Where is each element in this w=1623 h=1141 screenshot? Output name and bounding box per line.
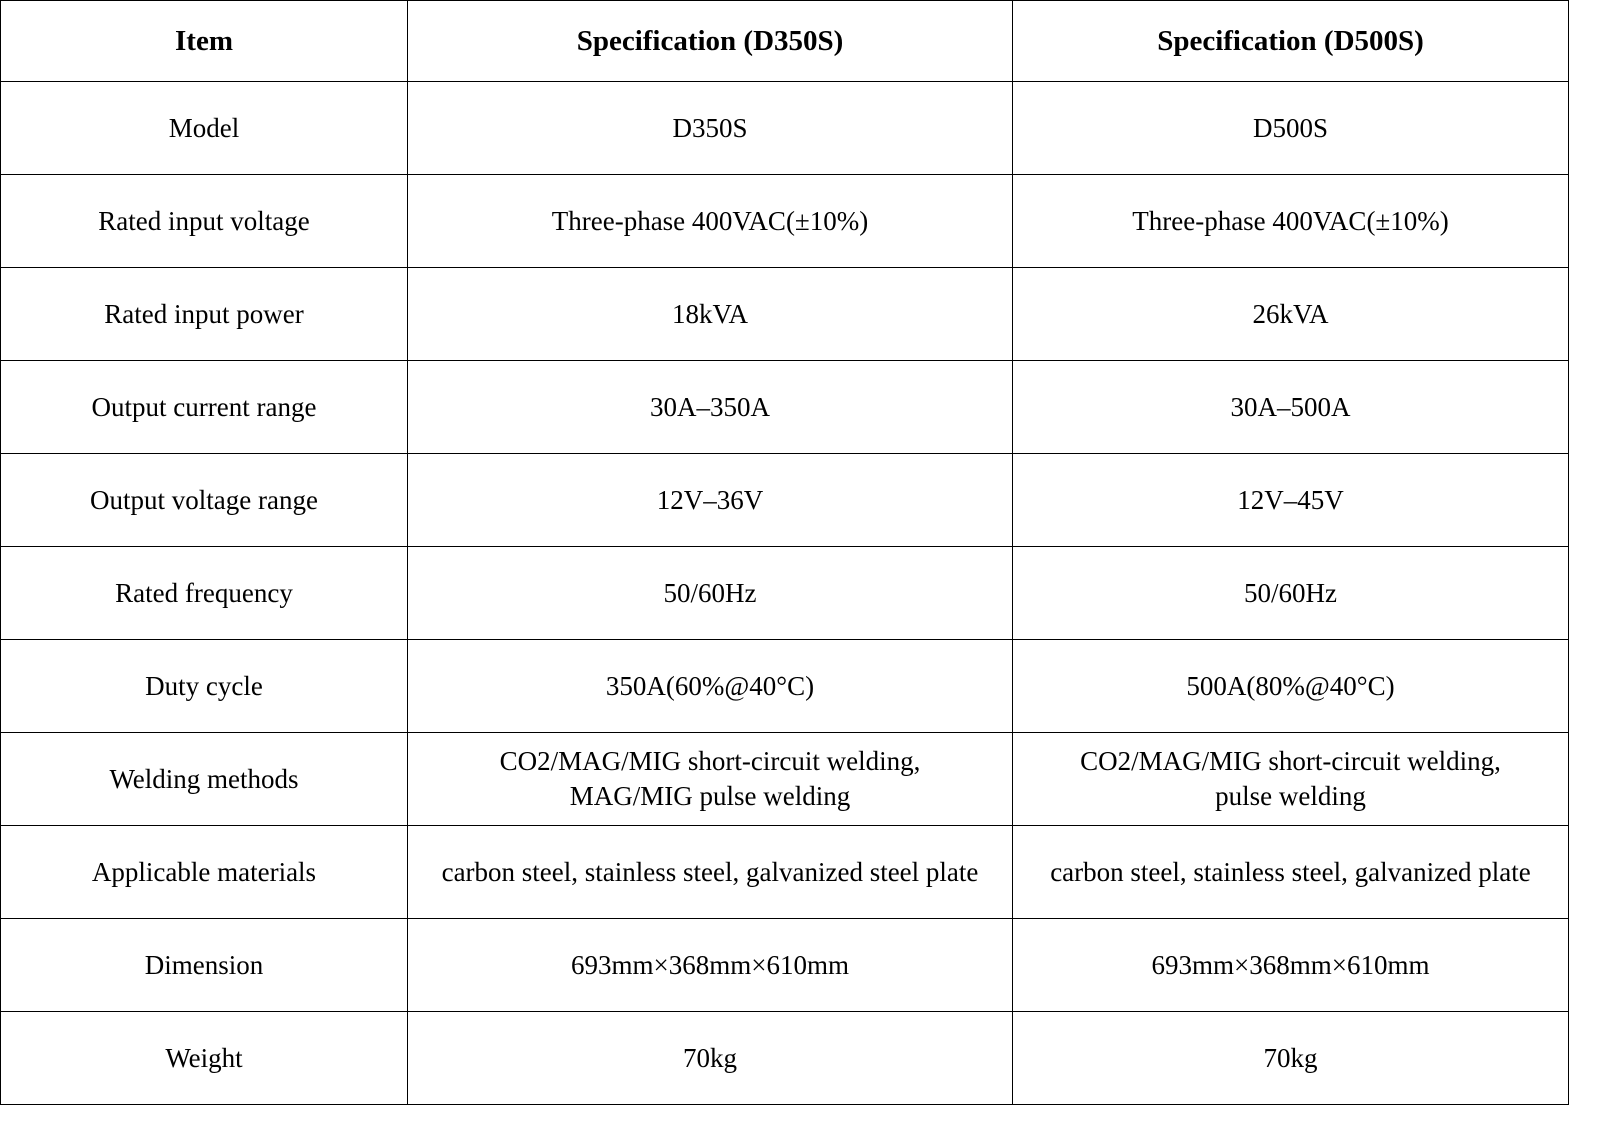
table-row	[1, 919, 1569, 1012]
spec-cell-d500s	[1013, 826, 1569, 919]
spec-line: MAG/MIG pulse welding	[569, 781, 851, 811]
spec-line: 693mm×368mm×610mm	[571, 949, 849, 980]
item-cell: Weight	[1, 1012, 408, 1105]
spec-line: carbon steel, stainless steel, galvanized plate	[1050, 856, 1531, 887]
table-body	[1, 82, 1569, 1105]
spec-line: 26kVA	[1252, 298, 1329, 329]
spec-line: 50/60Hz	[663, 577, 757, 608]
spec-line: 350A(60%@40°C)	[605, 670, 815, 701]
spec-cell-d500s	[1013, 733, 1569, 826]
item-cell: Dimension	[1, 919, 408, 1012]
item-cell: Output voltage range	[1, 454, 408, 547]
spec-line: 18kVA	[671, 298, 749, 329]
table-row	[1, 826, 1569, 919]
item-cell: Applicable materials	[1, 826, 408, 919]
spec-cell-d350s	[408, 733, 1013, 826]
spec-cell-d350s	[408, 547, 1013, 640]
spec-line: 30A–500A	[1230, 391, 1351, 422]
header-item: Item	[1, 1, 408, 82]
item-cell: Rated input power	[1, 268, 408, 361]
spec-cell-d500s	[1013, 1012, 1569, 1105]
table-row	[1, 82, 1569, 175]
table-row	[1, 361, 1569, 454]
spec-cell-d500s	[1013, 82, 1569, 175]
spec-line: 30A–350A	[650, 391, 770, 422]
spec-cell-d500s	[1013, 268, 1569, 361]
spec-cell-d500s	[1013, 175, 1569, 268]
spec-line: 500A(80%@40°C)	[1186, 670, 1395, 701]
spec-line: 12V–36V	[656, 484, 764, 515]
spec-cell-d350s	[408, 826, 1013, 919]
spec-cell-d350s	[408, 454, 1013, 547]
spec-line: CO2/MAG/MIG short-circuit welding,	[1080, 746, 1501, 776]
header-spec-d350s: Specification (D350S)	[408, 1, 1013, 82]
table-row	[1, 175, 1569, 268]
spec-cell-d500s	[1013, 361, 1569, 454]
spec-cell-d350s	[408, 268, 1013, 361]
item-cell: Model	[1, 82, 408, 175]
item-cell: Duty cycle	[1, 640, 408, 733]
spec-line: Three-phase 400VAC(±10%)	[551, 205, 869, 236]
spec-cell-d500s	[1013, 640, 1569, 733]
spec-cell-d350s	[408, 919, 1013, 1012]
table-row	[1, 640, 1569, 733]
table-row	[1, 733, 1569, 826]
spec-line: carbon steel, stainless steel, galvanized steel plate	[441, 856, 979, 887]
spec-line: 12V–45V	[1237, 484, 1344, 515]
spec-line: 693mm×368mm×610mm	[1151, 949, 1430, 980]
spec-line: 50/60Hz	[1244, 577, 1337, 608]
spec-line: D350S	[672, 112, 748, 143]
spec-cell-d500s	[1013, 454, 1569, 547]
spec-cell-d350s	[408, 640, 1013, 733]
table-row	[1, 268, 1569, 361]
item-cell: Rated input voltage	[1, 175, 408, 268]
table-row	[1, 454, 1569, 547]
header-spec-d500s: Specification (D500S)	[1013, 1, 1569, 82]
table-row	[1, 1012, 1569, 1105]
spec-line: Three-phase 400VAC(±10%)	[1132, 205, 1449, 236]
spec-cell-d350s	[408, 361, 1013, 454]
spec-line: 70kg	[1263, 1042, 1318, 1073]
item-cell: Welding methods	[1, 733, 408, 826]
spec-cell-d500s	[1013, 547, 1569, 640]
spec-line: pulse welding	[1215, 781, 1366, 811]
item-cell: Rated frequency	[1, 547, 408, 640]
table-header-row	[1, 1, 1569, 82]
spec-cell-d500s	[1013, 919, 1569, 1012]
spec-cell-d350s	[408, 82, 1013, 175]
table-row	[1, 547, 1569, 640]
spec-cell-d350s	[408, 175, 1013, 268]
spec-cell-d350s	[408, 1012, 1013, 1105]
spec-line: D500S	[1252, 112, 1328, 143]
spec-line: 70kg	[683, 1042, 737, 1073]
spec-line: CO2/MAG/MIG short-circuit welding,	[499, 746, 921, 776]
item-cell: Output current range	[1, 361, 408, 454]
